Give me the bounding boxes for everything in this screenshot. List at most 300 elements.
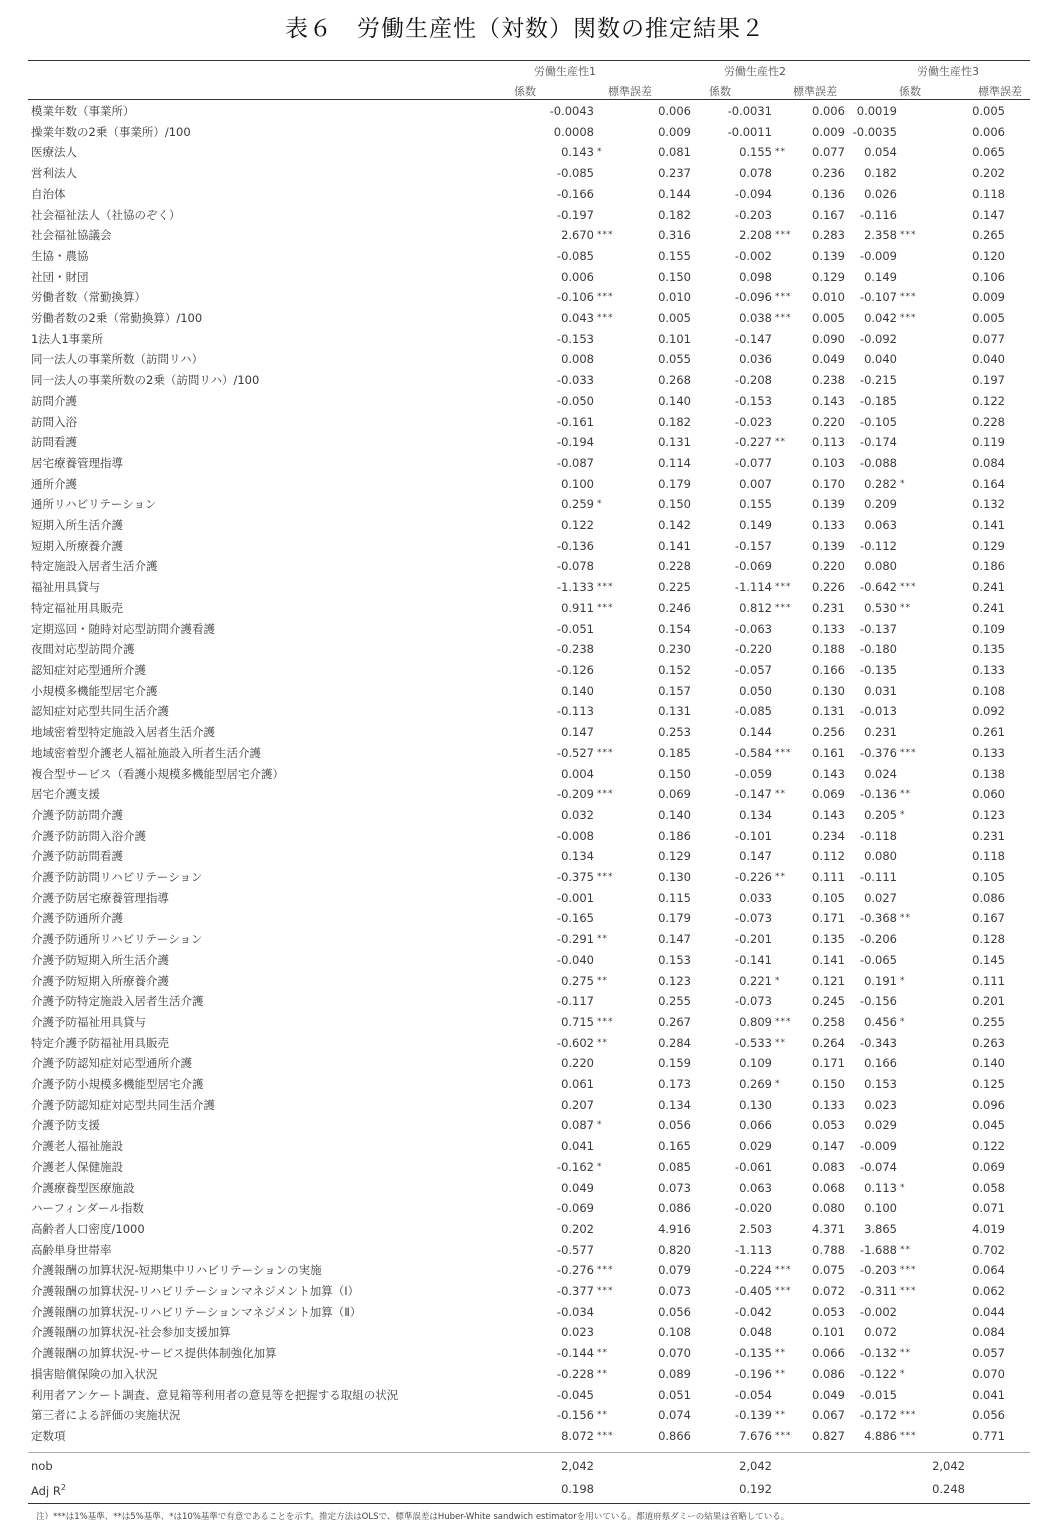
coefficient: -0.139	[734, 1408, 772, 1423]
coefficient: 0.023	[864, 1097, 897, 1112]
table-row	[28, 370, 1030, 391]
significance-stars	[897, 1302, 965, 1323]
significance-stars	[897, 163, 965, 184]
standard-error: 0.283	[812, 228, 845, 243]
standard-error: 0.267	[658, 1014, 691, 1029]
standard-error: 0.237	[658, 166, 691, 181]
standard-error: 0.284	[658, 1035, 691, 1050]
table-row	[28, 432, 1030, 453]
significance-stars	[772, 1219, 812, 1240]
model-2-header: 労働生産性2	[724, 65, 786, 78]
table-row	[28, 142, 1030, 163]
significance-stars	[897, 991, 965, 1012]
standard-error: 0.186	[972, 559, 1005, 574]
coefficient: -0.196	[734, 1366, 772, 1381]
standard-error: 0.079	[658, 1263, 691, 1278]
standard-error: 0.139	[812, 538, 845, 553]
coefficient: 0.027	[864, 890, 897, 905]
significance-stars	[772, 163, 812, 184]
standard-error: 0.241	[972, 600, 1005, 615]
standard-error: 0.179	[658, 911, 691, 926]
standard-error: 0.062	[972, 1284, 1005, 1299]
table-row	[28, 205, 1030, 226]
standard-error: 0.089	[658, 1366, 691, 1381]
standard-error: 0.144	[658, 186, 691, 201]
coefficient: -0.009	[859, 1139, 897, 1154]
standard-error: 0.131	[658, 435, 691, 450]
significance-stars	[772, 888, 812, 909]
standard-error: 0.049	[812, 352, 845, 367]
coefficient: 0.061	[561, 1077, 594, 1092]
standard-error: 0.006	[812, 104, 845, 118]
coefficient: 0.530	[864, 600, 897, 615]
variable-label: 定期巡回・随時対応型訪問介護看護	[31, 621, 215, 636]
variable-label: 福祉用具貸与	[31, 580, 100, 595]
standard-error: 0.053	[812, 1118, 845, 1133]
variable-label: 介護老人福祉施設	[31, 1139, 123, 1154]
coefficient: -0.180	[859, 642, 897, 657]
coefficient: 0.050	[739, 683, 772, 698]
table-row	[28, 308, 1030, 329]
variable-label: 介護報酬の加算状況-リハビリテーションマネジメント加算（Ⅰ）	[31, 1284, 360, 1299]
significance-stars: ***	[597, 292, 614, 303]
variable-label: 社団・財団	[31, 269, 89, 284]
significance-stars: ***	[775, 1431, 792, 1441]
variable-label: 介護報酬の加算状況-社会参加支援加算	[31, 1325, 231, 1340]
significance-stars: **	[900, 1244, 911, 1255]
standard-error: 0.069	[972, 1159, 1005, 1174]
coefficient: -0.069	[734, 559, 772, 574]
stat-value: 0.192	[739, 1481, 772, 1496]
coefficient: -0.153	[556, 331, 594, 346]
standard-error: 0.056	[658, 1118, 691, 1133]
coefficient: 0.220	[561, 1056, 594, 1071]
standard-error: 0.316	[658, 228, 691, 243]
significance-stars	[772, 619, 812, 640]
standard-error: 0.265	[972, 228, 1005, 243]
coefficient: 0.008	[561, 352, 594, 367]
coefficient: -0.141	[734, 952, 772, 967]
coefficient: -0.040	[556, 952, 594, 967]
coefficient: 0.098	[739, 269, 772, 284]
standard-error: 0.092	[972, 704, 1005, 719]
significance-stars	[772, 184, 812, 205]
significance-stars	[772, 453, 812, 474]
coefficient: -0.112	[859, 538, 897, 553]
coefficient: -0.174	[859, 435, 897, 450]
coefficient: -0.215	[859, 373, 897, 388]
variable-label: 介護報酬の加算状況-リハビリテーションマネジメント加算（Ⅱ）	[31, 1304, 362, 1319]
table-row	[28, 639, 1030, 660]
variable-label: 介護予防認知症対応型共同生活介護	[31, 1097, 215, 1112]
standard-error: 0.056	[658, 1304, 691, 1319]
coefficient: 0.042	[864, 311, 897, 326]
coefficient: -0.054	[734, 1387, 772, 1402]
table-row	[28, 1281, 1030, 1302]
variable-label: 1法人1事業所	[31, 331, 104, 346]
standard-error: 0.155	[658, 248, 691, 263]
standard-error: 0.070	[972, 1366, 1005, 1381]
standard-error: 0.071	[972, 1201, 1005, 1216]
significance-stars	[772, 1115, 812, 1136]
standard-error: 0.788	[812, 1242, 845, 1257]
table-row	[28, 971, 1030, 992]
significance-stars	[897, 349, 965, 370]
coefficient: 0.166	[864, 1056, 897, 1071]
table-row	[28, 1157, 1030, 1178]
significance-stars	[594, 515, 628, 536]
significance-stars: **	[900, 789, 911, 800]
standard-error: 0.702	[972, 1242, 1005, 1257]
standard-error: 0.150	[658, 766, 691, 781]
variable-label: 訪問看護	[31, 435, 77, 450]
coefficient: 0.715	[561, 1014, 594, 1029]
significance-stars	[772, 660, 812, 681]
se-header: 標準誤差	[608, 85, 652, 98]
table-row	[28, 287, 1030, 308]
variable-label: 営利法人	[31, 166, 77, 181]
coefficient: -1.113	[734, 1242, 772, 1257]
significance-stars: **	[775, 1348, 786, 1359]
coefficient: 0.024	[864, 766, 897, 781]
standard-error: 0.264	[812, 1035, 845, 1050]
standard-error: 0.141	[658, 538, 691, 553]
coefficient: -0.042	[734, 1304, 772, 1319]
table-row	[28, 929, 1030, 950]
coefficient: -0.368	[859, 911, 897, 926]
significance-stars	[772, 1136, 812, 1157]
standard-error: 0.074	[658, 1408, 691, 1423]
table-row	[28, 349, 1030, 370]
coefficient: 0.144	[739, 725, 772, 740]
variable-label: 短期入所生活介護	[31, 518, 123, 533]
significance-stars: ***	[597, 747, 614, 758]
table-row	[28, 1322, 1030, 1343]
standard-error: 0.119	[972, 435, 1005, 450]
header-rule	[28, 99, 1030, 100]
standard-error: 0.068	[812, 1180, 845, 1195]
table-row	[28, 1115, 1030, 1136]
coefficient: -0.034	[556, 1304, 594, 1319]
standard-error: 0.066	[812, 1346, 845, 1361]
coefficient: -0.203	[859, 1263, 897, 1278]
significance-stars	[772, 391, 812, 412]
standard-error: 0.073	[658, 1180, 691, 1195]
coefficient: -0.577	[556, 1242, 594, 1257]
significance-stars	[594, 163, 628, 184]
significance-stars	[594, 391, 628, 412]
coefficient: -0.224	[734, 1263, 772, 1278]
coefficient: -0.057	[734, 662, 772, 677]
significance-stars: **	[775, 147, 786, 158]
coefficient: 0.134	[561, 849, 594, 864]
coefficient: -0.602	[556, 1035, 594, 1050]
significance-stars: **	[597, 1348, 608, 1359]
table-title: 表６ 労働生産性（対数）関数の推定結果２	[285, 16, 765, 42]
significance-stars	[772, 722, 812, 743]
coefficient: -0.161	[556, 414, 594, 429]
significance-stars	[594, 432, 628, 453]
coefficient: 0.080	[864, 559, 897, 574]
variable-label: 居宅療養管理指導	[31, 455, 123, 470]
standard-error: 0.136	[812, 186, 845, 201]
coefficient: -0.157	[734, 538, 772, 553]
significance-stars: **	[597, 1368, 608, 1379]
variable-label: 短期入所療養介護	[31, 538, 123, 553]
significance-stars	[772, 701, 812, 722]
standard-error: 0.101	[658, 331, 691, 346]
bottom-rule	[28, 1503, 1030, 1504]
coef-header: 係数	[899, 85, 921, 98]
model-3-header: 労働生産性3	[917, 65, 979, 78]
significance-stars	[897, 101, 965, 122]
coefficient: -0.153	[734, 393, 772, 408]
coefficient: 2.208	[739, 228, 772, 243]
table-row	[28, 474, 1030, 495]
significance-stars	[772, 1178, 812, 1199]
standard-error: 0.234	[812, 828, 845, 843]
coefficient: 0.054	[864, 145, 897, 160]
significance-stars	[594, 1219, 628, 1240]
significance-stars	[594, 1240, 628, 1261]
standard-error: 0.171	[812, 1056, 845, 1071]
table-row	[28, 950, 1030, 971]
coefficient: -0.137	[859, 621, 897, 636]
standard-error: 0.108	[972, 683, 1005, 698]
standard-error: 0.145	[972, 952, 1005, 967]
standard-error: 0.771	[972, 1429, 1005, 1443]
significance-stars	[594, 1302, 628, 1323]
significance-stars	[897, 1115, 965, 1136]
table-row	[28, 1302, 1030, 1323]
significance-stars: *	[775, 1079, 781, 1090]
table-row	[28, 1198, 1030, 1219]
standard-error: 0.072	[812, 1284, 845, 1299]
table-row	[28, 163, 1030, 184]
standard-error: 0.142	[658, 518, 691, 533]
significance-stars: *	[900, 975, 906, 986]
standard-error: 0.134	[658, 1097, 691, 1112]
significance-stars	[897, 1074, 965, 1095]
standard-error: 0.241	[972, 580, 1005, 595]
stat-label: Adj $R^2$	[31, 1483, 66, 1498]
standard-error: 0.123	[972, 807, 1005, 822]
standard-error: 0.140	[658, 393, 691, 408]
variable-label: 高齢単身世帯率	[31, 1242, 112, 1257]
significance-stars	[772, 991, 812, 1012]
coefficient: 0.207	[561, 1097, 594, 1112]
coefficient: 0.0008	[553, 124, 594, 139]
standard-error: 0.120	[972, 248, 1005, 263]
coefficient: -1.133	[556, 580, 594, 595]
table-row	[28, 412, 1030, 433]
results-table	[28, 101, 1030, 1447]
significance-stars	[594, 826, 628, 847]
coefficient: 0.182	[864, 166, 897, 181]
standard-error: 0.138	[972, 766, 1005, 781]
significance-stars	[594, 764, 628, 785]
standard-error: 0.065	[972, 145, 1005, 160]
variable-label: 介護予防小規模多機能型居宅介護	[31, 1077, 204, 1092]
significance-stars	[594, 267, 628, 288]
table-row	[28, 660, 1030, 681]
significance-stars	[594, 1095, 628, 1116]
stats-row-nob	[28, 1456, 1030, 1477]
coefficient: -0.162	[556, 1159, 594, 1174]
top-rule	[28, 60, 1030, 61]
standard-error: 0.051	[658, 1387, 691, 1402]
coefficient: 0.155	[739, 145, 772, 160]
standard-error: 0.105	[972, 870, 1005, 885]
coefficient: -0.033	[556, 373, 594, 388]
variable-label: 介護予防訪問看護	[31, 849, 123, 864]
coefficient: -0.088	[859, 455, 897, 470]
coefficient: -1.114	[734, 580, 772, 595]
variable-label: 操業年数の2乗（事業所）/100	[31, 124, 191, 139]
standard-error: 0.060	[972, 787, 1005, 802]
standard-error: 0.101	[812, 1325, 845, 1340]
variable-label: 地域密着型特定施設入居者生活介護	[31, 725, 215, 740]
coefficient: -0.197	[556, 207, 594, 222]
standard-error: 0.167	[812, 207, 845, 222]
standard-error: 0.140	[658, 807, 691, 822]
coefficient: -0.096	[734, 290, 772, 305]
coefficient: -0.113	[556, 704, 594, 719]
significance-stars	[594, 536, 628, 557]
coefficient: 4.886	[864, 1429, 897, 1443]
significance-stars	[897, 1198, 965, 1219]
variable-label: 介護予防認知症対応型通所介護	[31, 1056, 192, 1071]
significance-stars: *	[597, 1161, 603, 1172]
significance-stars	[897, 764, 965, 785]
standard-error: 0.133	[972, 662, 1005, 677]
table-row	[28, 867, 1030, 888]
significance-stars	[772, 929, 812, 950]
coefficient: 0.209	[864, 497, 897, 512]
standard-error: 0.055	[658, 352, 691, 367]
significance-stars	[897, 660, 965, 681]
standard-error: 0.103	[812, 455, 845, 470]
significance-stars	[772, 329, 812, 350]
coefficient: -0.106	[556, 290, 594, 305]
standard-error: 0.010	[658, 290, 691, 305]
stats-row-adj-r2	[28, 1477, 1030, 1502]
coefficient: -0.065	[859, 952, 897, 967]
table-row	[28, 701, 1030, 722]
coefficient: -0.144	[556, 1346, 594, 1361]
coefficient: -0.013	[859, 704, 897, 719]
significance-stars: **	[775, 437, 786, 448]
variable-label: 介護予防短期入所療養介護	[31, 973, 169, 988]
variable-label: 医療法人	[31, 145, 77, 160]
significance-stars: **	[597, 975, 608, 986]
standard-error: 0.125	[972, 1077, 1005, 1092]
significance-stars: ***	[597, 230, 614, 241]
significance-stars	[594, 991, 628, 1012]
standard-error: 0.105	[812, 890, 845, 905]
variable-label: 介護予防訪問入浴介護	[31, 828, 146, 843]
standard-error: 0.141	[812, 952, 845, 967]
standard-error: 0.820	[658, 1242, 691, 1257]
significance-stars: ***	[900, 1410, 917, 1421]
coefficient: 0.456	[864, 1014, 897, 1029]
variable-label: 介護予防短期入所生活介護	[31, 952, 169, 967]
table-row	[28, 1178, 1030, 1199]
significance-stars: ***	[597, 1265, 614, 1276]
coefficient: -0.136	[859, 787, 897, 802]
coefficient: 0.063	[864, 518, 897, 533]
coefficient: -0.185	[859, 393, 897, 408]
standard-error: 0.133	[972, 745, 1005, 760]
significance-stars	[772, 494, 812, 515]
significance-stars	[594, 1136, 628, 1157]
significance-stars: *	[597, 147, 603, 158]
significance-stars: **	[900, 913, 911, 924]
coefficient: -0.061	[734, 1159, 772, 1174]
significance-stars: ***	[900, 230, 917, 241]
coefficient: 0.275	[561, 973, 594, 988]
standard-error: 0.167	[972, 911, 1005, 926]
variable-label: 社会福祉法人（社協のぞく）	[31, 207, 181, 222]
variable-label: 訪問介護	[31, 393, 77, 408]
table-row	[28, 681, 1030, 702]
significance-stars	[772, 370, 812, 391]
significance-stars: **	[900, 602, 911, 613]
coefficient: 0.087	[561, 1118, 594, 1133]
standard-error: 0.122	[972, 1139, 1005, 1154]
coefficient: -0.073	[734, 994, 772, 1009]
coefficient: 0.809	[739, 1014, 772, 1029]
coefficient: -0.063	[734, 621, 772, 636]
coefficient: 0.191	[864, 973, 897, 988]
variable-label: 自治体	[31, 186, 66, 201]
significance-stars	[897, 950, 965, 971]
standard-error: 0.109	[972, 621, 1005, 636]
significance-stars	[594, 246, 628, 267]
coefficient: -0.116	[859, 207, 897, 222]
variable-label: 認知症対応型通所介護	[31, 662, 146, 677]
coefficient: -0.135	[859, 662, 897, 677]
significance-stars	[594, 1053, 628, 1074]
significance-stars	[772, 267, 812, 288]
significance-stars: ***	[775, 313, 792, 324]
coefficient: -0.020	[734, 1201, 772, 1216]
significance-stars	[594, 1198, 628, 1219]
significance-stars	[897, 1322, 965, 1343]
coefficient: -0.085	[556, 166, 594, 181]
stats-table	[28, 1456, 1030, 1502]
standard-error: 0.112	[812, 849, 845, 864]
standard-error: 0.236	[812, 166, 845, 181]
table-row	[28, 494, 1030, 515]
coefficient: -0.533	[734, 1035, 772, 1050]
table-row	[28, 908, 1030, 929]
significance-stars: *	[900, 1182, 906, 1193]
significance-stars	[594, 1322, 628, 1343]
significance-stars	[897, 929, 965, 950]
significance-stars: *	[900, 478, 906, 489]
se-header: 標準誤差	[793, 85, 837, 98]
coefficient: -0.0011	[727, 124, 772, 139]
standard-error: 0.188	[812, 642, 845, 657]
standard-error: 0.084	[972, 455, 1005, 470]
coefficient: -0.126	[556, 662, 594, 677]
significance-stars	[594, 908, 628, 929]
significance-stars	[594, 205, 628, 226]
standard-error: 0.084	[972, 1325, 1005, 1340]
coefficient: 0.109	[739, 1056, 772, 1071]
standard-error: 4.019	[972, 1221, 1005, 1236]
